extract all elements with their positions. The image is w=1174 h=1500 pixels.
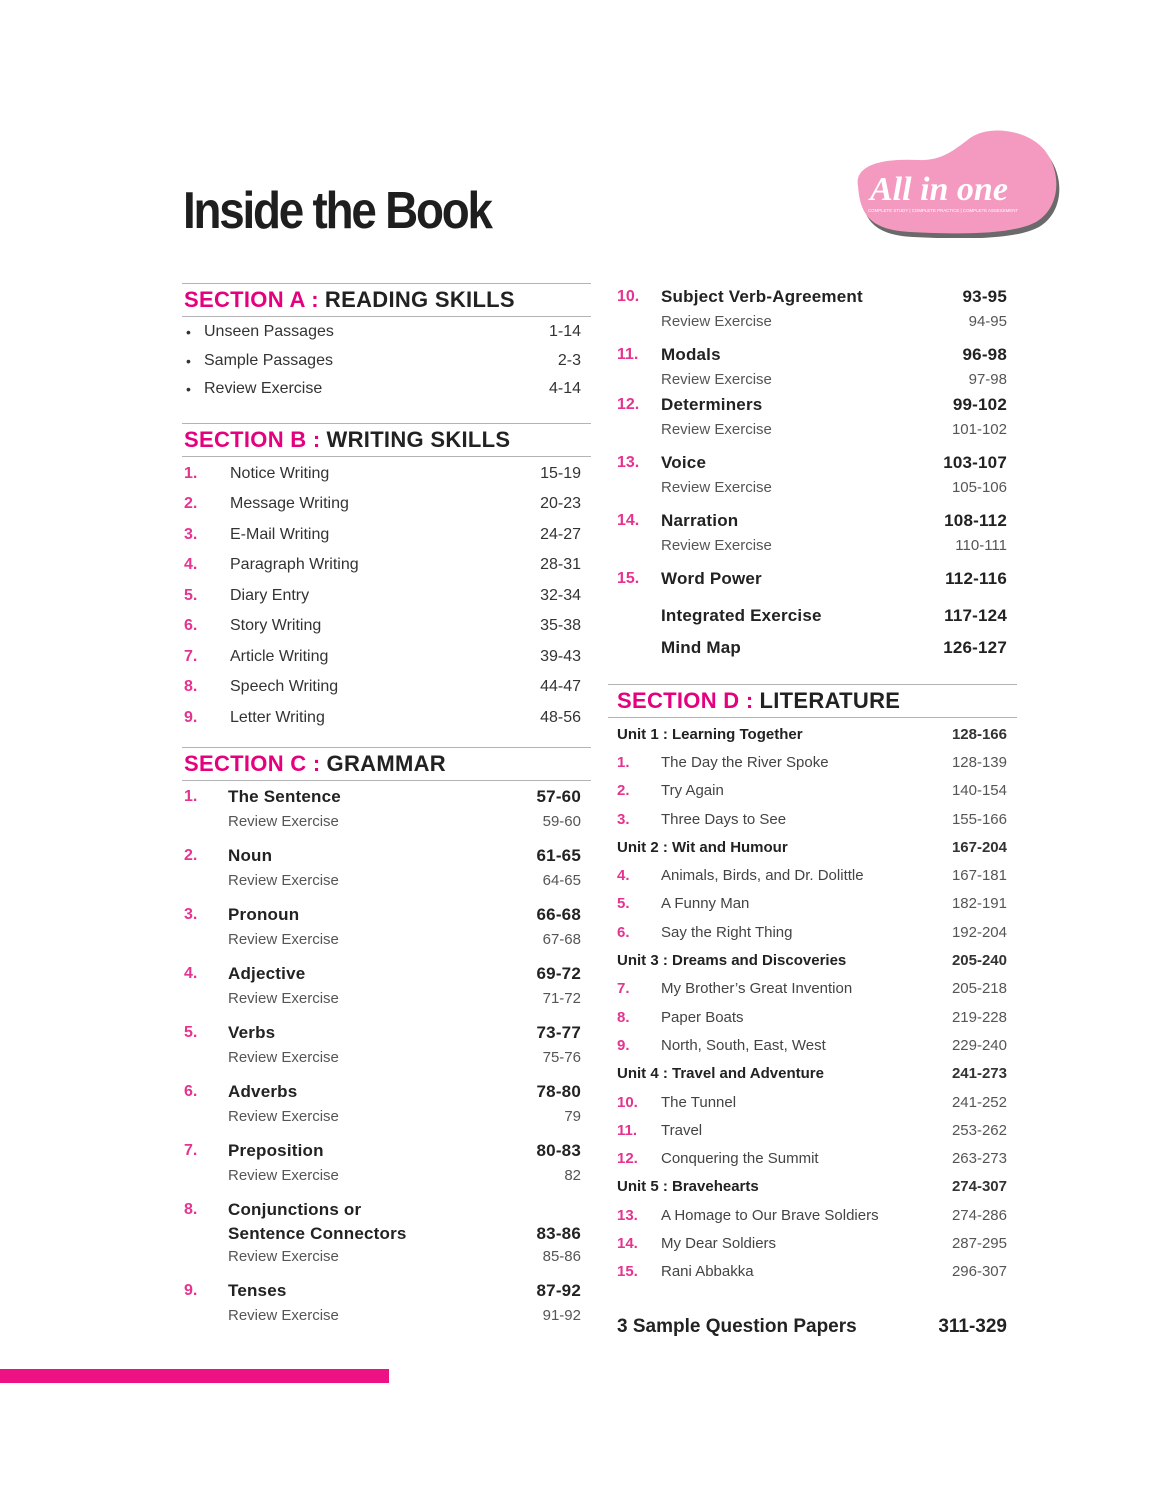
unit-title: Unit 4 : Travel and Adventure (617, 1065, 824, 1083)
chapter-row (608, 777, 1017, 805)
item-label: Notice Writing (230, 464, 330, 482)
list-item (182, 642, 591, 673)
review-row (608, 534, 1017, 557)
chapter-row (182, 783, 591, 810)
chapter-title: Try Again (661, 782, 724, 800)
chapter-row (608, 890, 1017, 918)
section-c-continued-list (608, 283, 1017, 592)
item-number: 9. (184, 708, 198, 726)
chapter-number: 13. (617, 1206, 638, 1224)
review-label: Review Exercise (228, 1107, 339, 1125)
review-label: Review Exercise (661, 313, 772, 330)
chapter-number: 8. (184, 1200, 198, 1218)
chapter-row (182, 1277, 591, 1304)
chapter-pages: 112-116 (945, 568, 1007, 588)
item-number: 4. (184, 556, 198, 574)
chapter-row-continued (182, 1223, 591, 1245)
chapter-pages: 96-98 (962, 344, 1007, 364)
review-pages: 105-106 (951, 479, 1007, 496)
chapter-number: 7. (617, 980, 630, 998)
chapter-pages: 287-295 (951, 1234, 1007, 1252)
chapter-title: Verbs (228, 1022, 276, 1042)
review-pages: 71-72 (542, 989, 581, 1007)
item-label: Speech Writing (230, 678, 339, 696)
unit-title: Unit 5 : Bravehearts (617, 1178, 759, 1196)
chapter-title: Adverbs (228, 1081, 298, 1101)
chapter-title: A Funny Man (661, 895, 750, 913)
chapter-number: 14. (617, 1234, 638, 1252)
extra-label: Integrated Exercise (661, 606, 822, 625)
section-c-header (182, 747, 591, 781)
section-d-prefix: SECTION D : (617, 688, 754, 713)
item-number: 7. (184, 647, 198, 665)
item-label: E-Mail Writing (230, 525, 330, 543)
review-pages: 64-65 (542, 871, 581, 889)
section-c-name: GRAMMAR (326, 751, 446, 776)
brand-logo (840, 128, 1062, 238)
chapter-number: 12. (617, 395, 640, 413)
chapter-pages: 229-240 (951, 1036, 1007, 1054)
review-pages: 85-86 (542, 1247, 581, 1265)
logo-blob-icon (840, 128, 1062, 238)
chapter-pages: 219-228 (951, 1008, 1007, 1026)
section-b-header (182, 423, 591, 457)
chapter-pages: 73-77 (536, 1022, 581, 1042)
chapter-number: 4. (184, 964, 198, 982)
review-row (608, 368, 1017, 391)
chapter-number: 3. (617, 810, 630, 828)
chapter-row (608, 283, 1017, 310)
chapter-entry (182, 1078, 591, 1127)
item-pages: 35-38 (540, 617, 581, 635)
chapter-pages: 108-112 (944, 510, 1007, 530)
chapter-number: 10. (617, 1093, 638, 1111)
sample-papers-label: 3 Sample Question Papers (617, 1315, 857, 1337)
review-row (182, 987, 591, 1009)
review-pages: 97-98 (968, 371, 1007, 388)
chapter-number: 2. (184, 846, 198, 864)
chapter-entry (182, 1019, 591, 1068)
chapter-title: North, South, East, West (661, 1036, 826, 1054)
section-c-list (182, 781, 591, 1326)
chapter-pages: 69-72 (536, 963, 581, 983)
chapter-title: A Homage to Our Brave Soldiers (661, 1206, 879, 1224)
chapter-pages: 253-262 (951, 1121, 1007, 1139)
chapter-row (182, 901, 591, 928)
bullet-icon: • (186, 324, 191, 341)
chapter-pages: 103-107 (943, 452, 1007, 472)
list-item (182, 459, 591, 490)
item-label: Diary Entry (230, 586, 310, 604)
unit-pages: 167-204 (951, 838, 1007, 856)
chapter-pages: 274-286 (951, 1206, 1007, 1224)
chapter-pages: 296-307 (951, 1263, 1007, 1281)
review-pages: 82 (564, 1166, 581, 1184)
chapter-row (608, 1088, 1017, 1116)
review-pages: 75-76 (542, 1048, 581, 1066)
chapter-number: 15. (617, 569, 640, 587)
unit-pages: 205-240 (951, 952, 1007, 970)
section-a-name: READING SKILLS (324, 287, 515, 312)
list-item (182, 672, 591, 703)
unit-title: Unit 2 : Wit and Humour (617, 838, 788, 856)
chapter-title: Tenses (228, 1280, 287, 1300)
item-pages: 1-14 (548, 323, 581, 341)
chapter-number: 8. (617, 1008, 630, 1026)
review-row (182, 810, 591, 832)
chapter-row (608, 748, 1017, 776)
item-number: 6. (184, 617, 198, 635)
chapter-row (608, 1003, 1017, 1031)
chapter-row (608, 449, 1017, 476)
chapter-number: 11. (617, 345, 639, 363)
review-row (182, 1164, 591, 1186)
chapter-entry (182, 842, 591, 891)
review-pages: 59-60 (542, 812, 581, 830)
chapter-number: 7. (184, 1141, 198, 1159)
item-label: Paragraph Writing (230, 556, 359, 574)
list-item (182, 520, 591, 551)
review-label: Review Exercise (228, 871, 339, 889)
chapter-number: 3. (184, 905, 198, 923)
chapter-row (182, 1078, 591, 1105)
chapter-title: Rani Abbakka (661, 1263, 754, 1281)
review-row (182, 1105, 591, 1127)
chapter-number: 2. (617, 782, 630, 800)
chapter-title: My Dear Soldiers (661, 1234, 777, 1252)
chapter-title: Animals, Birds, and Dr. Dolittle (661, 867, 864, 885)
list-item (182, 581, 591, 612)
chapter-pages: 182-191 (951, 895, 1007, 913)
chapter-title: Voice (661, 452, 707, 472)
review-pages: 79 (564, 1107, 581, 1125)
chapter-number: 14. (617, 511, 640, 529)
chapter-row (608, 1144, 1017, 1172)
chapter-pages: 80-83 (536, 1140, 581, 1160)
section-a-prefix: SECTION A : (184, 287, 319, 312)
chapter-row (608, 975, 1017, 1003)
chapter-pages: 87-92 (536, 1280, 581, 1300)
chapter-title: Conjunctions or (228, 1199, 362, 1219)
chapter-entry (182, 1196, 591, 1267)
item-number: 1. (184, 464, 198, 482)
item-label: Story Writing (230, 617, 322, 635)
extra-label: Mind Map (661, 638, 741, 657)
decorative-pink-bar (0, 1369, 389, 1383)
review-pages: 67-68 (542, 930, 581, 948)
chapter-pages: 66-68 (536, 904, 581, 924)
section-d-header (608, 684, 1017, 718)
chapter-pages: 99-102 (952, 394, 1007, 414)
review-pages: 101-102 (951, 421, 1007, 438)
list-item (182, 611, 591, 642)
chapter-pages: 192-204 (951, 923, 1007, 941)
review-label: Review Exercise (661, 371, 772, 388)
chapter-entry (608, 449, 1017, 499)
list-item (182, 703, 591, 734)
chapter-entry (182, 1277, 591, 1326)
item-number: 3. (184, 525, 198, 543)
item-pages: 44-47 (540, 678, 581, 696)
chapter-row (608, 1258, 1017, 1286)
extra-row (608, 632, 1017, 664)
extra-pages: 117-124 (944, 606, 1007, 625)
review-row (182, 869, 591, 891)
chapter-row (608, 1229, 1017, 1257)
section-b-list (182, 457, 591, 734)
sample-papers-row (608, 1316, 1017, 1344)
review-label: Review Exercise (661, 421, 772, 438)
chapter-number: 1. (617, 753, 630, 771)
chapter-row (608, 507, 1017, 534)
list-item (182, 318, 591, 347)
chapter-pages: 78-80 (536, 1081, 581, 1101)
logo-tagline: COMPLETE STUDY | COMPLETE PRACTICE | COMPLETE ASSESSMENT (868, 208, 1019, 213)
review-label: Review Exercise (228, 812, 339, 830)
chapter-row (608, 391, 1017, 418)
chapter-pages: 57-60 (536, 786, 581, 806)
unit-title: Unit 1 : Learning Together (617, 725, 803, 743)
chapter-pages: 83-86 (536, 1224, 581, 1243)
chapter-row (182, 842, 591, 869)
review-row (182, 1304, 591, 1326)
extra-pages: 126-127 (943, 638, 1007, 657)
unit-header (608, 1173, 1017, 1201)
chapter-title: Paper Boats (661, 1008, 744, 1026)
review-label: Review Exercise (228, 1048, 339, 1066)
chapter-entry (182, 901, 591, 950)
chapter-number: 12. (617, 1150, 638, 1168)
chapter-entry (608, 565, 1017, 592)
review-label: Review Exercise (228, 1247, 339, 1265)
chapter-number: 10. (617, 287, 640, 305)
section-d-name: LITERATURE (759, 688, 901, 713)
section-c-prefix: SECTION C : (184, 751, 321, 776)
chapter-title: The Sentence (228, 786, 341, 806)
review-label: Review Exercise (228, 1306, 339, 1324)
unit-pages: 128-166 (951, 725, 1007, 743)
chapter-pages: 241-252 (951, 1093, 1007, 1111)
review-row (182, 1046, 591, 1068)
item-pages: 48-56 (540, 708, 581, 726)
item-label: Message Writing (230, 495, 349, 513)
item-label: Sample Passages (204, 351, 333, 369)
chapter-row (182, 960, 591, 987)
chapter-pages: 61-65 (536, 845, 581, 865)
chapter-title: Word Power (661, 568, 762, 588)
list-item (182, 347, 591, 376)
chapter-row (608, 1031, 1017, 1059)
sample-papers-pages: 311-329 (938, 1315, 1007, 1337)
chapter-title: Pronoun (228, 904, 300, 924)
list-item (182, 375, 591, 404)
item-label: Unseen Passages (204, 323, 334, 341)
review-pages: 94-95 (968, 313, 1007, 330)
chapter-number: 5. (617, 895, 630, 913)
chapter-title: My Brother’s Great Invention (661, 980, 853, 998)
bullet-icon: • (186, 381, 191, 398)
item-pages: 20-23 (540, 495, 581, 513)
section-c-extras (608, 600, 1017, 664)
review-row (182, 928, 591, 950)
chapter-row (608, 565, 1017, 592)
chapter-row (182, 1137, 591, 1164)
page-title: Inside the Book (183, 182, 491, 240)
chapter-title: Conquering the Summit (661, 1150, 819, 1168)
item-pages: 2-3 (557, 351, 581, 369)
item-number: 5. (184, 586, 198, 604)
chapter-number: 6. (184, 1082, 198, 1100)
chapter-pages: 263-273 (951, 1150, 1007, 1168)
review-pages: 91-92 (542, 1306, 581, 1324)
extra-row (608, 600, 1017, 632)
chapter-entry (608, 391, 1017, 441)
chapter-entry (608, 507, 1017, 557)
review-label: Review Exercise (661, 537, 772, 554)
section-a-list (182, 317, 591, 404)
review-row (608, 310, 1017, 333)
chapter-row (608, 805, 1017, 833)
unit-header (608, 720, 1017, 748)
chapter-title: Adjective (228, 963, 306, 983)
chapter-pages: 167-181 (951, 867, 1007, 885)
unit-header (608, 1060, 1017, 1088)
chapter-title: Preposition (228, 1140, 324, 1160)
chapter-number: 4. (617, 867, 630, 885)
unit-pages: 274-307 (951, 1178, 1007, 1196)
item-label: Review Exercise (204, 380, 323, 398)
chapter-row (608, 1201, 1017, 1229)
chapter-number: 11. (617, 1121, 638, 1139)
unit-title: Unit 3 : Dreams and Discoveries (617, 952, 847, 970)
chapter-title: Say the Right Thing (661, 923, 793, 941)
logo-text: All in one (870, 171, 1008, 208)
list-item (182, 550, 591, 581)
chapter-pages: 93-95 (962, 286, 1007, 306)
chapter-row (608, 341, 1017, 368)
review-row (182, 1245, 591, 1267)
chapter-title: Modals (661, 344, 721, 364)
section-a-header (182, 283, 591, 317)
item-label: Letter Writing (230, 708, 325, 726)
review-label: Review Exercise (228, 989, 339, 1007)
chapter-title: Determiners (661, 394, 763, 414)
bullet-icon: • (186, 352, 191, 369)
chapter-number: 15. (617, 1263, 638, 1281)
chapter-number: 5. (184, 1023, 198, 1041)
item-label: Article Writing (230, 647, 329, 665)
chapter-title: Narration (661, 510, 739, 530)
chapter-number: 9. (184, 1281, 198, 1299)
chapter-entry (182, 960, 591, 1009)
right-column (608, 283, 1017, 1344)
item-pages: 32-34 (540, 586, 581, 604)
chapter-pages: 205-218 (951, 980, 1007, 998)
review-row (608, 418, 1017, 441)
chapter-pages: 155-166 (951, 810, 1007, 828)
item-pages: 4-14 (548, 380, 581, 398)
chapter-pages: 140-154 (951, 782, 1007, 800)
chapter-entry (608, 341, 1017, 391)
chapter-title: The Day the River Spoke (661, 753, 829, 771)
review-pages: 110-111 (955, 537, 1007, 554)
chapter-title: Noun (228, 845, 273, 865)
chapter-entry (608, 283, 1017, 333)
review-label: Review Exercise (228, 930, 339, 948)
review-label: Review Exercise (228, 1166, 339, 1184)
chapter-number: 1. (184, 787, 198, 805)
chapter-title: Travel (661, 1121, 703, 1139)
left-column (182, 283, 591, 1336)
chapter-number: 13. (617, 453, 640, 471)
chapter-number: 9. (617, 1036, 630, 1054)
chapter-title-line2: Sentence Connectors (228, 1224, 407, 1243)
item-number: 8. (184, 678, 198, 696)
item-pages: 39-43 (540, 647, 581, 665)
item-pages: 24-27 (540, 525, 581, 543)
chapter-row (608, 918, 1017, 946)
list-item (182, 489, 591, 520)
chapter-title: Three Days to See (661, 810, 787, 828)
chapter-row (608, 861, 1017, 889)
item-pages: 15-19 (540, 464, 581, 482)
item-number: 2. (184, 495, 198, 513)
section-b-name: WRITING SKILLS (326, 426, 511, 452)
unit-header (608, 946, 1017, 974)
review-label: Review Exercise (661, 479, 772, 496)
chapter-title: The Tunnel (661, 1093, 737, 1111)
item-pages: 28-31 (540, 556, 581, 574)
chapter-number: 6. (617, 923, 630, 941)
unit-pages: 241-273 (951, 1065, 1007, 1083)
chapter-row (608, 1116, 1017, 1144)
chapter-entry (182, 783, 591, 832)
chapter-title: Subject Verb-Agreement (661, 286, 863, 306)
unit-header (608, 833, 1017, 861)
chapter-entry (182, 1137, 591, 1186)
chapter-row (182, 1019, 591, 1046)
chapter-row (182, 1196, 591, 1223)
review-row (608, 476, 1017, 499)
chapter-pages: 128-139 (951, 753, 1007, 771)
section-b-prefix: SECTION B : (184, 426, 321, 452)
section-d-list (608, 718, 1017, 1286)
